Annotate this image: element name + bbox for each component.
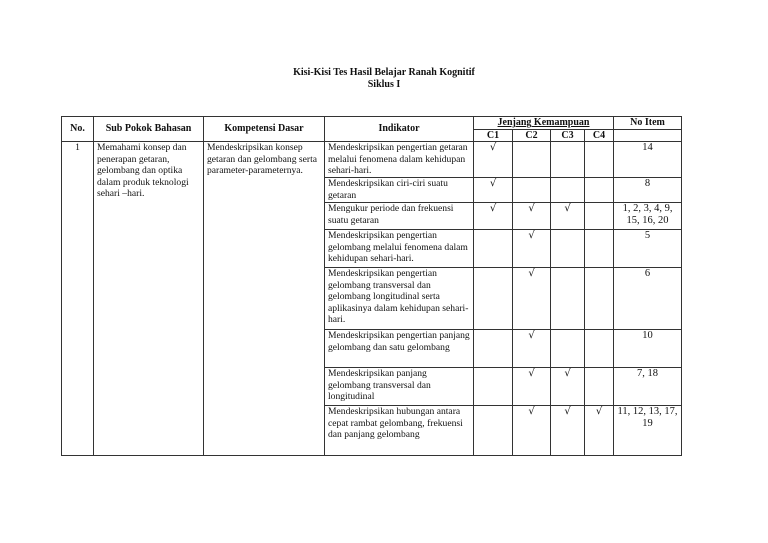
c4-cell — [585, 178, 614, 203]
document-header — [0, 67, 768, 91]
c4-cell — [585, 330, 614, 368]
c1-cell — [474, 368, 513, 406]
c1-cell — [474, 330, 513, 368]
c1-cell — [474, 230, 513, 268]
c2-cell — [513, 406, 551, 456]
document-subtitle: Siklus I — [367, 79, 401, 90]
check-mark-icon: √ — [595, 406, 603, 417]
indikator-cell: Mendeskripsikan pengertian gelombang melalui fenomena dalam kehidupan sehari-hari. — [325, 230, 474, 268]
indikator-cell: Mendeskripsikan hubungan antara cepat rambat gelombang, frekuensi dan panjang gelombang — [325, 406, 474, 456]
indikator-cell: Mendeskripsikan pengertian getaran melalui fenomena dalam kehidupan sehari-hari. — [325, 142, 474, 178]
check-mark-icon: √ — [564, 368, 571, 379]
header-jenjang-kemampuan — [474, 117, 614, 130]
check-mark-icon: √ — [564, 406, 571, 417]
indikator-cell: Mendeskripsikan pengertian gelombang transversal dan gelombang longitudinal serta aplikasinya dalam kehidupan sehari-hari. — [325, 268, 474, 330]
c4-cell — [585, 268, 614, 330]
c4-cell — [585, 406, 614, 456]
check-mark-icon: √ — [528, 330, 535, 341]
c3-cell — [551, 203, 585, 230]
header-level-c1: C1 — [474, 129, 513, 142]
sub-pokok-bahasan-cell: Memahami konsep dan penerapan getaran, gelombang dan optika dalam produk teknologi sehari –hari. — [94, 142, 204, 456]
header-level-c3: C3 — [551, 129, 585, 142]
table-header — [62, 117, 682, 142]
c2-cell — [513, 330, 551, 368]
check-mark-icon: √ — [528, 230, 535, 241]
c3-cell — [551, 330, 585, 368]
c4-cell — [585, 230, 614, 268]
c2-cell — [513, 268, 551, 330]
c1-cell — [474, 178, 513, 203]
c4-cell — [585, 203, 614, 230]
kompetensi-dasar-cell: Mendeskripsikan konsep getaran dan gelombang serta parameter-parameternya. — [204, 142, 325, 456]
table-row — [62, 142, 682, 178]
check-mark-icon: √ — [564, 203, 571, 214]
check-mark-icon: √ — [489, 142, 497, 153]
document-title: Kisi-Kisi Tes Hasil Belajar Ranah Kognitif — [293, 67, 475, 78]
c1-cell — [474, 142, 513, 178]
indikator-cell: Mendeskripsikan ciri-ciri suatu getaran — [325, 178, 474, 203]
c1-cell — [474, 203, 513, 230]
c4-cell — [585, 142, 614, 178]
c2-cell — [513, 230, 551, 268]
check-mark-icon: √ — [489, 178, 497, 189]
check-mark-icon: √ — [489, 203, 497, 214]
c3-cell — [551, 142, 585, 178]
c2-cell — [513, 142, 551, 178]
header-no: No. — [62, 117, 94, 142]
c4-cell — [585, 368, 614, 406]
no-item-cell: 1, 2, 3, 4, 9, 15, 16, 20 — [614, 203, 682, 230]
c2-cell — [513, 178, 551, 203]
c3-cell — [551, 368, 585, 406]
no-item-cell: 8 — [614, 178, 682, 203]
no-item-cell: 7, 18 — [614, 368, 682, 406]
table-body — [62, 142, 682, 456]
check-mark-icon: √ — [528, 268, 535, 279]
indikator-cell: Mengukur periode dan frekuensi suatu getaran — [325, 203, 474, 230]
c3-cell — [551, 230, 585, 268]
no-item-cell: 10 — [614, 330, 682, 368]
indikator-cell: Mendeskripsikan pengertian panjang gelombang dan satu gelombang — [325, 330, 474, 368]
header-no-item: No Item — [614, 117, 682, 130]
check-mark-icon: √ — [528, 203, 535, 214]
no-item-cell: 14 — [614, 142, 682, 178]
header-indikator: Indikator — [325, 117, 474, 142]
header-jenjang-label: Jenjang Kemampuan — [497, 117, 590, 129]
check-mark-icon: √ — [528, 368, 535, 379]
check-mark-icon: √ — [528, 406, 535, 417]
header-kompetensi-dasar: Kompetensi Dasar — [204, 117, 325, 142]
no-item-cell: 6 — [614, 268, 682, 330]
no-item-cell: 11, 12, 13, 17, 19 — [614, 406, 682, 456]
c3-cell — [551, 268, 585, 330]
c2-cell — [513, 203, 551, 230]
header-level-c4: C4 — [585, 129, 614, 142]
c3-cell — [551, 406, 585, 456]
kisi-kisi-table — [61, 116, 682, 456]
c2-cell — [513, 368, 551, 406]
header-no-item-blank — [614, 129, 682, 142]
c3-cell — [551, 178, 585, 203]
no-item-cell: 5 — [614, 230, 682, 268]
indikator-cell: Mendeskripsikan panjang gelombang transversal dan longitudinal — [325, 368, 474, 406]
c1-cell — [474, 268, 513, 330]
header-level-c2: C2 — [513, 129, 551, 142]
c1-cell — [474, 406, 513, 456]
row-number: 1 — [62, 142, 94, 456]
header-sub-pokok-bahasan: Sub Pokok Bahasan — [94, 117, 204, 142]
